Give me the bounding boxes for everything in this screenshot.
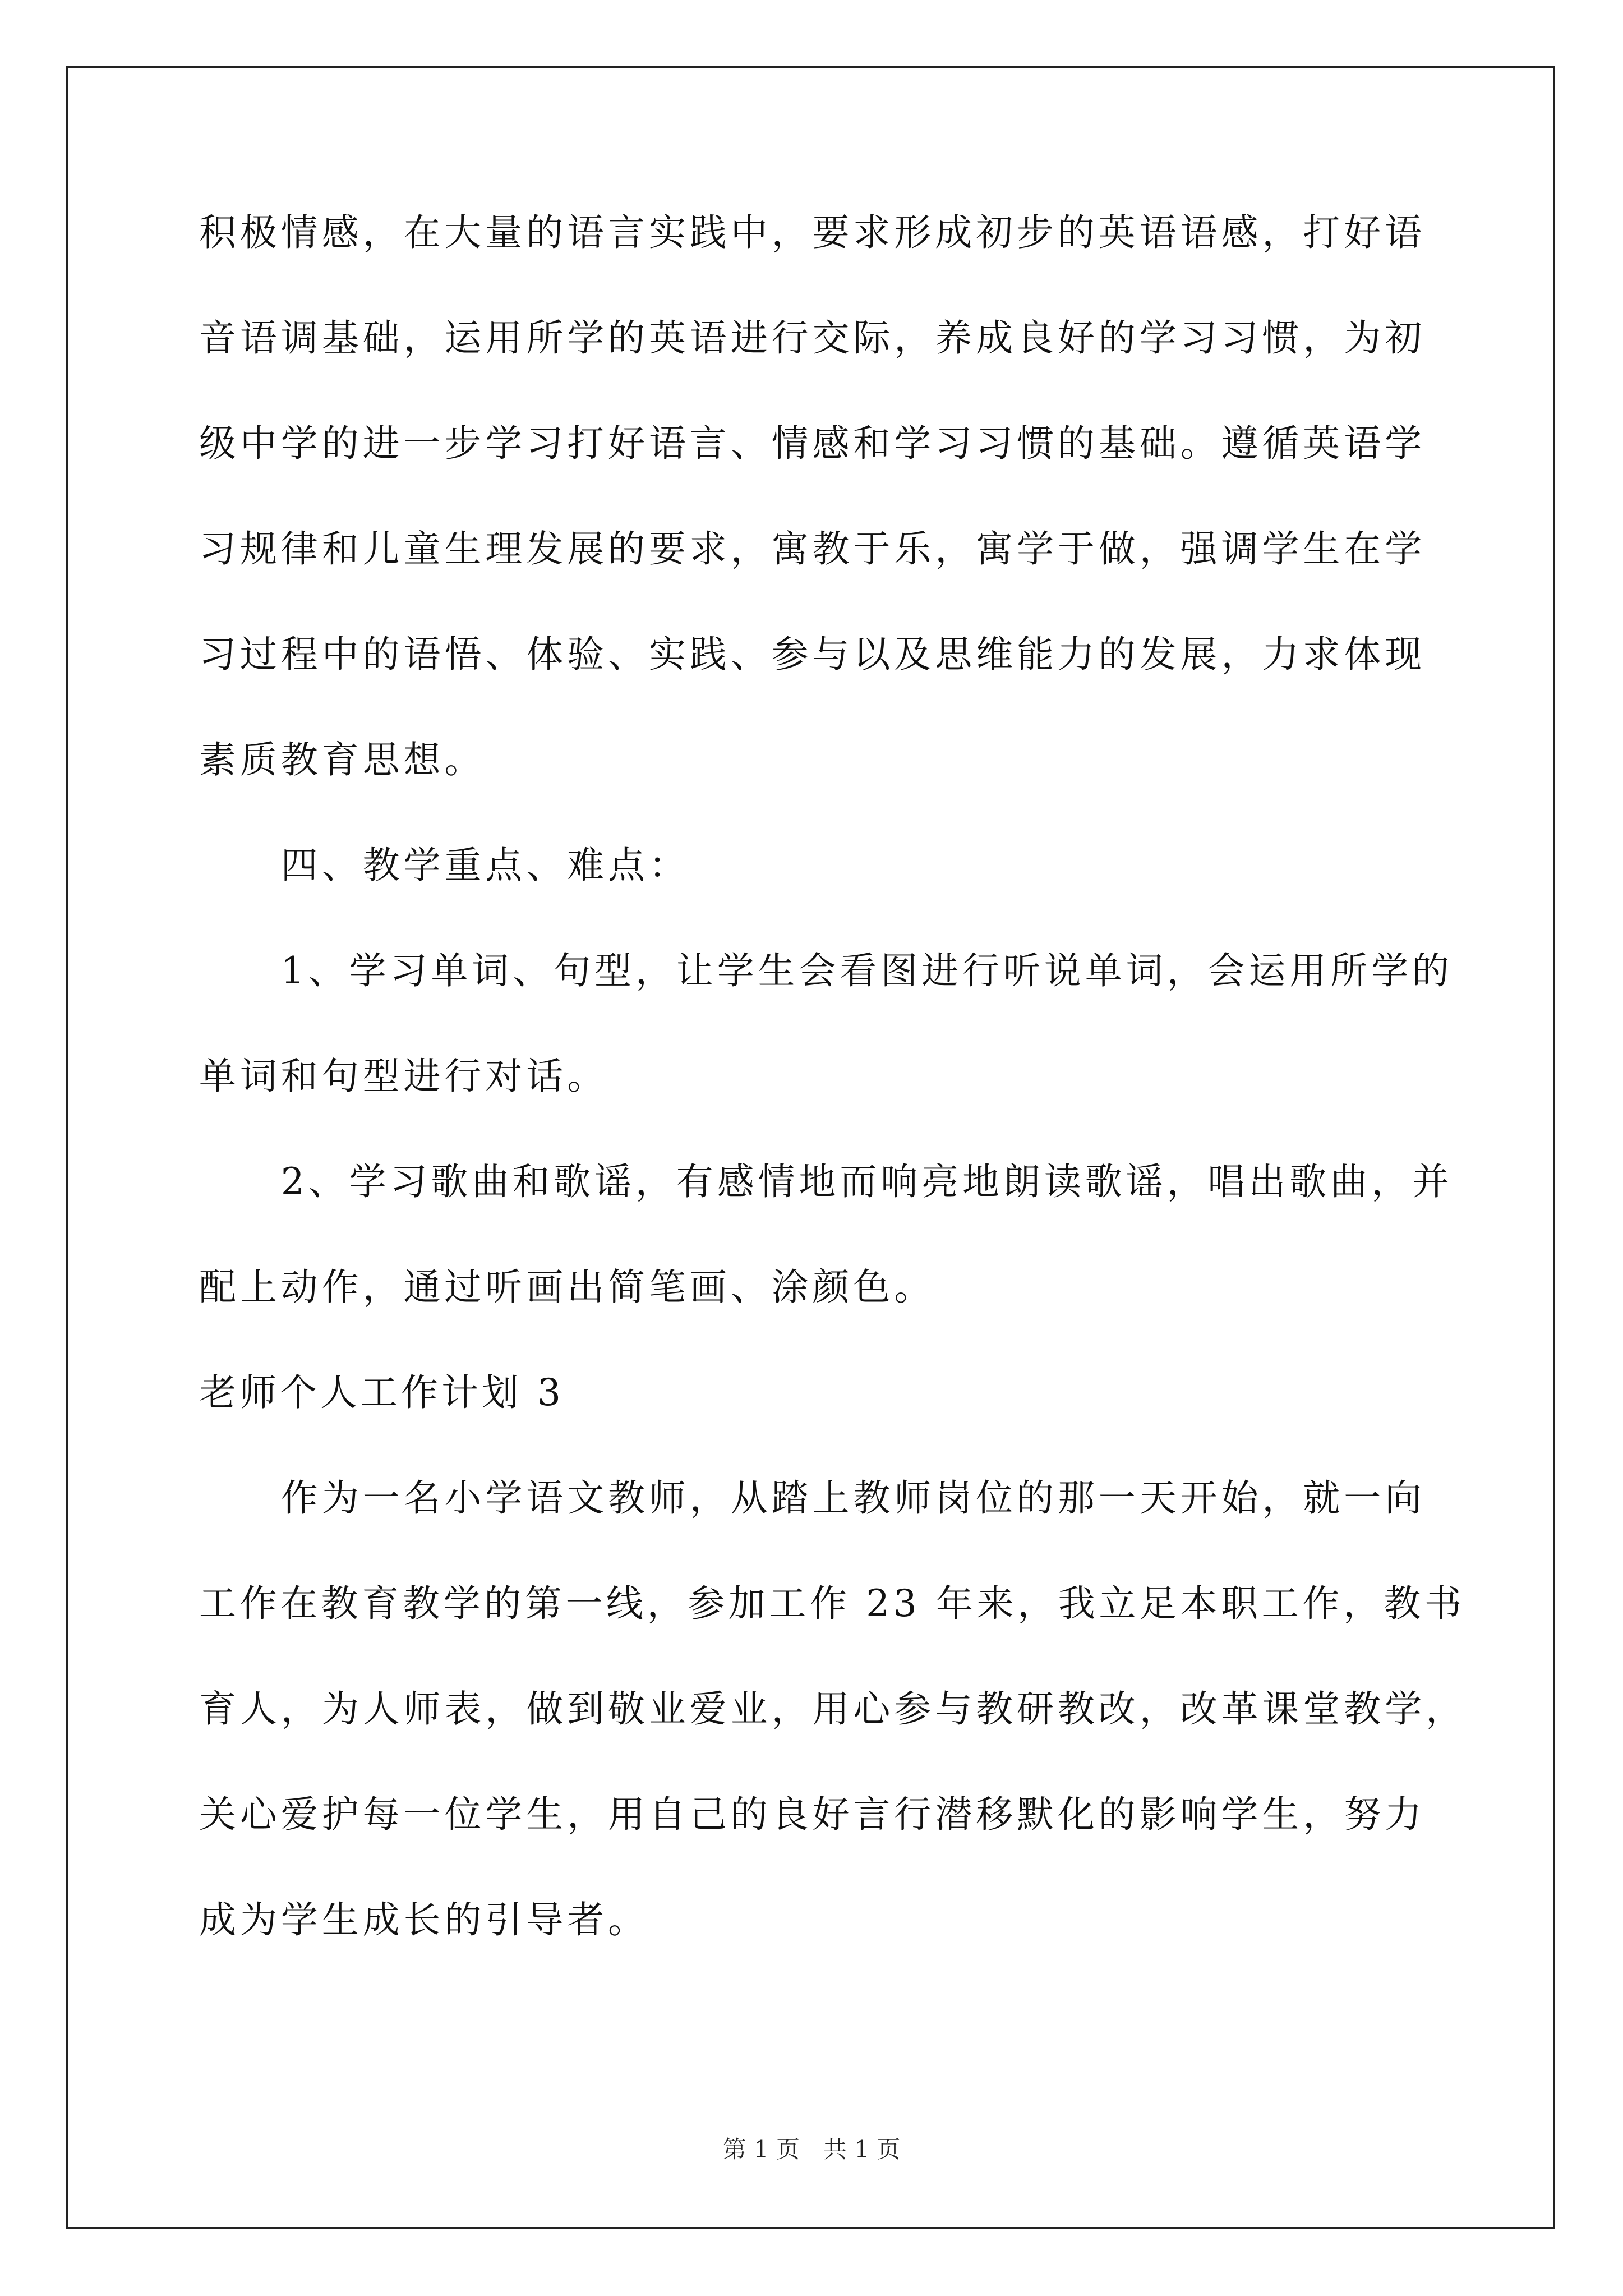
document-title: 老师个人工作计划 3 bbox=[199, 1371, 564, 1414]
text-line-16: 关心爱护每一位学生，用自己的良好言行潜移默化的影响学生，努力 bbox=[199, 1793, 1426, 1836]
text-line-6: 素质教育思想。 bbox=[199, 738, 486, 781]
text-line-2: 音语调基础，运用所学的英语进行交际，养成良好的学习习惯，为初 bbox=[199, 316, 1426, 360]
section-heading-4: 四、教学重点、难点： bbox=[199, 844, 690, 887]
text-line-15: 育人，为人师表，做到敬业爱业，用心参与教研教改，改革课堂教学， bbox=[199, 1687, 1467, 1731]
text-line-13: 作为一名小学语文教师，从踏上教师岗位的那一天开始，就一向 bbox=[199, 1476, 1426, 1520]
text-line-17: 成为学生成长的引导者。 bbox=[199, 1898, 649, 1941]
text-line-9: 单词和句型进行对话。 bbox=[199, 1055, 608, 1098]
text-line-4: 习规律和儿童生理发展的要求，寓教于乐，寓学于做，强调学生在学 bbox=[199, 527, 1426, 570]
text-line-11: 配上动作，通过听画出简笔画、涂颜色。 bbox=[199, 1266, 935, 1309]
text-line-8: 1、学习单词、句型，让学生会看图进行听说单词，会运用所学的 bbox=[199, 949, 1453, 992]
text-line-14: 工作在教育教学的第一线，参加工作 23 年来，我立足本职工作，教书 bbox=[199, 1582, 1465, 1625]
page-number-footer: 第 1 页 共 1 页 bbox=[722, 2136, 901, 2163]
text-line-3: 级中学的进一步学习打好语言、情感和学习习惯的基础。遵循英语学 bbox=[199, 422, 1426, 465]
text-line-10: 2、学习歌曲和歌谣，有感情地而响亮地朗读歌谣，唱出歌曲，并 bbox=[199, 1160, 1453, 1203]
text-line-5: 习过程中的语悟、体验、实践、参与以及思维能力的发展，力求体现 bbox=[199, 633, 1426, 676]
text-line-1: 积极情感，在大量的语言实践中，要求形成初步的英语语感，打好语 bbox=[199, 211, 1426, 254]
